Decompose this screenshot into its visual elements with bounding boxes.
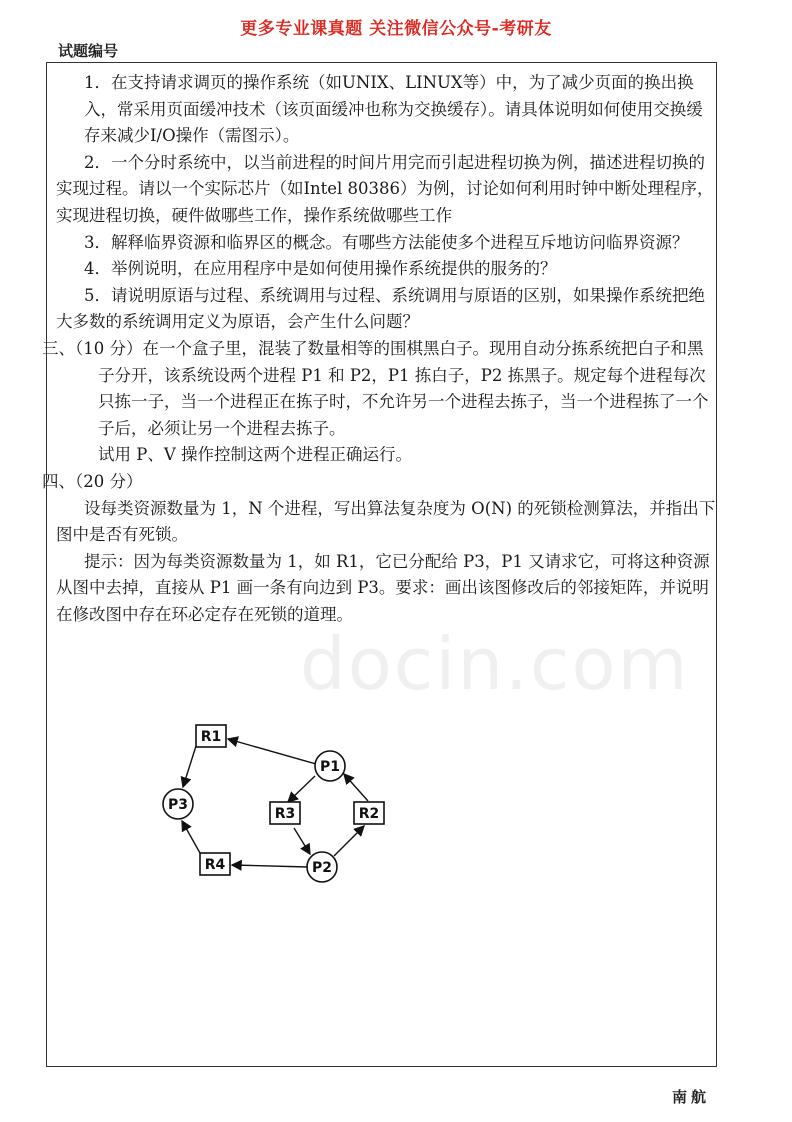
edge-r4-p3 xyxy=(182,821,200,853)
question-3: 3．解释临界资源和临界区的概念。有哪些方法能使多个进程互斥地访问临界资源？ xyxy=(84,232,689,252)
exam-id-label: 试题编号 xyxy=(58,42,119,60)
question-5: 5．请说明原语与过程、系统调用与过程、系统调用与原语的区别，如果操作系统把绝大多数的系统调用定义为原语，会产生什么问题？ xyxy=(56,285,705,332)
resource-allocation-graph xyxy=(150,708,410,898)
question-4: 4．举例说明，在应用程序中是如何使用操作系统提供的服务的？ xyxy=(84,259,557,279)
section-3-line2: 试用 P、V 操作控制这两个进程正确运行。 xyxy=(98,445,413,465)
footer-school: 南航 xyxy=(671,1088,710,1106)
node-p1-label: P1 xyxy=(319,759,341,775)
node-r3-label: R3 xyxy=(274,806,296,822)
section-4-heading: 四、（20 分） xyxy=(42,471,143,491)
node-p3-label: P3 xyxy=(167,797,189,813)
question-1: 1．在支持请求调页的操作系统（如UNIX、LINUX等）中，为了减少页面的换出换入，常采用页面缓冲技术（该页面缓冲也称为交换缓存）。请具体说明如何使用交换缓存来减少I/O操作（需图示）。 xyxy=(84,73,703,146)
watermark: docin.com xyxy=(300,622,690,706)
edge-p1-r3 xyxy=(288,776,315,802)
section-3-body: 三、（10 分）在一个盒子里，混装了数量相等的围棋黑白子。现用自动分拣系统把白子和黑子分开，该系统设两个进程 P1 和 P2，P1 拣白子，P2 拣黑子。规定每个进程每次只拣一子，当一个进程正在拣子时，不允许另一个进程去拣子，当一个进程拣了一个子后，必须让另一个进程去拣子。 xyxy=(42,338,709,438)
node-r4-label: R4 xyxy=(204,857,226,873)
node-r2-label: R2 xyxy=(358,806,380,822)
edge-p2-r2 xyxy=(334,826,364,856)
section-4-para-1: 设每类资源数量为 1，N 个进程，写出算法复杂度为 O(N) 的死锁检测算法，并指出下图中是否有死锁。 xyxy=(56,498,716,545)
edge-p2-r4 xyxy=(232,865,308,867)
question-2: 2．一个分时系统中，以当前进程的时间片用完而引起进程切换为例，描述进程切换的实现过程。请以一个实际芯片（如Intel 80386）为例，讨论如何利用时钟中断处理程序，实现进程切换，硬件做哪些工作，操作系统做哪些工作 xyxy=(56,152,714,225)
edge-p1-r1 xyxy=(228,739,316,764)
section-4-hint: 提示：因为每类资源数量为 1，如 R1，它已分配给 P3，P1 又请求它，可将这种资源从图中去掉，直接从 P1 画一条有向边到 P3。要求：画出该图修改后的邻接矩阵，并说明在修改图中存在环必定存在死锁的道理。 xyxy=(56,551,710,624)
node-p2-label: P2 xyxy=(311,860,333,876)
question-content xyxy=(42,70,716,628)
edge-r1-p3 xyxy=(183,746,196,787)
node-r1-label: R1 xyxy=(200,729,222,745)
edge-r2-p1 xyxy=(344,774,368,801)
header-banner: 更多专业课真题 关注微信公众号-考研友 xyxy=(240,19,552,39)
edge-r3-p2 xyxy=(294,828,310,854)
